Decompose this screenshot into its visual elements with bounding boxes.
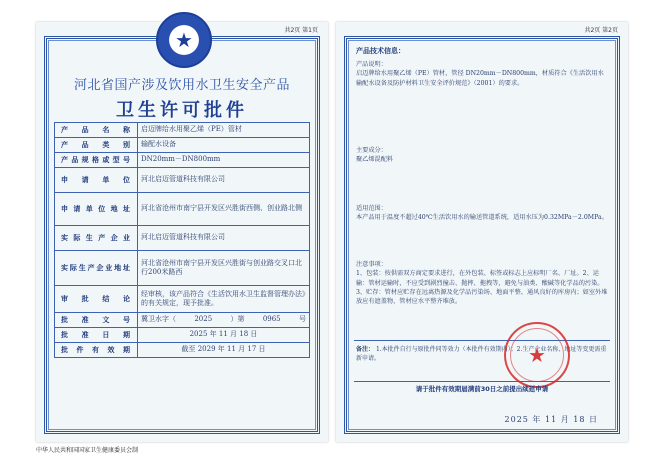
material-section bbox=[356, 146, 608, 165]
approval-mid: ）第 bbox=[230, 315, 245, 324]
section-label: 产品说明： bbox=[356, 61, 387, 68]
approval-year: 2025 bbox=[194, 315, 213, 324]
table-row bbox=[55, 313, 310, 328]
field-label: 批 准 日 期 bbox=[55, 328, 138, 343]
section-text: 本产品用于温度不超过40℃生活饮用水的输送管道系统，适用水压为0.32MPa－2.0MPa。 bbox=[356, 214, 608, 222]
section-text: 启迈牌给水用聚乙烯（PE）管材，管径 DN20mm－DN800mm，材质符合《生活饮用水输配水设备及防护材料卫生安全评价规范》（2001）的要求。 bbox=[356, 70, 604, 87]
field-value-approval-date: 2025 年 11 月 18 日 bbox=[138, 328, 310, 343]
field-value-validity: 截至 2029 年 11 月 17 日 bbox=[138, 343, 310, 358]
field-value-applicant: 河北启迈管道科技有限公司 bbox=[138, 168, 310, 193]
field-value-manufacturer-address: 河北省沧州市南宁县开发区兴胜街与创业路交叉口北行200米路西 bbox=[138, 251, 310, 286]
page-number: 共2页 第1页 bbox=[284, 27, 318, 34]
table-row bbox=[55, 193, 310, 226]
valid-prefix: 截至 bbox=[181, 345, 196, 354]
table-row bbox=[55, 153, 310, 168]
remark-text: 1.本批件自行与原批件同等效力（本批件有效期内）；2.生产企业名称、地址等变更需重新申请。 bbox=[356, 346, 607, 362]
date-day: 18 bbox=[573, 415, 586, 424]
remark-label: 备注： bbox=[356, 346, 375, 353]
approval-no: 0965 bbox=[262, 315, 281, 324]
field-value-manufacturer: 河北启迈管道科技有限公司 bbox=[138, 226, 310, 251]
product-description-section bbox=[356, 60, 608, 88]
scope-section bbox=[356, 204, 608, 223]
field-value-spec: DN20mm－DN800mm bbox=[138, 153, 310, 168]
table-row bbox=[55, 168, 310, 193]
field-value-product-category: 输配水设备 bbox=[138, 138, 310, 153]
date-day: 18 bbox=[239, 330, 249, 339]
document-title: 河北省国产涉及饮用水卫生安全产品 bbox=[73, 78, 290, 93]
field-label: 实际生产企业 bbox=[55, 226, 138, 251]
field-label: 产 品 类 别 bbox=[55, 138, 138, 153]
field-label: 产品规格或型号 bbox=[55, 153, 138, 168]
field-value-approval-number bbox=[138, 313, 310, 328]
caution-section bbox=[356, 260, 608, 306]
table-row bbox=[55, 123, 310, 138]
permit-page-1 bbox=[36, 22, 328, 442]
section-label: 注意事项： bbox=[356, 261, 387, 268]
field-label: 批 件 有 效 期 bbox=[55, 343, 138, 358]
field-label: 产 品 名 称 bbox=[55, 123, 138, 138]
section-label: 主要成分： bbox=[356, 147, 387, 154]
document-subtitle: 卫生许可批件 bbox=[116, 100, 248, 121]
tech-info-heading: 产品技术信息： bbox=[356, 47, 405, 55]
section-text: 1、包装：按供需双方商定要求进行，在外包装、标签或标志上应标明厂名、厂址。2、运输：管材运输时，不应受到剧烈撞击、抛摔、拖拽等，避免与油类、酸碱等化学品的污染。3、贮存：管材应贮存在远离热源及化学品污染场、地面平整、通风良好的库房内；如室外堆放应有遮盖物，管材应水平整齐堆放。 bbox=[356, 270, 608, 306]
issuer-footer: 中华人民共和国国家卫生健康委员会制 bbox=[36, 447, 139, 454]
valid-day: 17 bbox=[247, 345, 257, 354]
field-label: 申请单位地址 bbox=[55, 193, 138, 226]
field-value-applicant-address: 河北省沧州市南宁县开发区兴胜街西侧、创业路北侧 bbox=[138, 193, 310, 226]
issue-date: 2025 年 11 月 18 日 bbox=[504, 415, 598, 424]
approval-suffix: 号 bbox=[298, 315, 306, 324]
red-official-seal-icon: ★ bbox=[504, 322, 570, 388]
section-label: 适用范围： bbox=[356, 205, 387, 212]
date-year: 2025 bbox=[504, 415, 529, 424]
field-label: 实际生产企业地址 bbox=[55, 251, 138, 286]
permit-page-2 bbox=[336, 22, 628, 442]
renewal-notice: 请于批件有效期届满前30日之前提出续延申请 bbox=[415, 385, 549, 393]
date-month: 11 bbox=[544, 415, 558, 424]
date-year: 2025 bbox=[189, 330, 208, 339]
table-row bbox=[55, 286, 310, 313]
remark-box bbox=[354, 340, 610, 382]
table-row bbox=[55, 226, 310, 251]
section-text: 聚乙烯混配料 bbox=[356, 156, 394, 164]
table-row bbox=[55, 138, 310, 153]
field-label: 申 请 单 位 bbox=[55, 168, 138, 193]
table-row bbox=[55, 343, 310, 358]
field-value-conclusion: 经审核，该产品符合《生活饮用水卫生监督管理办法》的有关规定，现予批准。 bbox=[138, 286, 310, 313]
valid-year: 2029 bbox=[197, 345, 216, 354]
table-row bbox=[55, 328, 310, 343]
date-month: 11 bbox=[218, 330, 228, 339]
table-row bbox=[55, 251, 310, 286]
field-label: 审 批 结 论 bbox=[55, 286, 138, 313]
field-label: 批 准 文 号 bbox=[55, 313, 138, 328]
national-emblem-icon: ★ bbox=[156, 12, 212, 68]
field-value-product-name: 启迈牌给水用聚乙烯（PE）管材 bbox=[138, 123, 310, 138]
page-number: 共2页 第2页 bbox=[584, 27, 618, 34]
valid-month: 11 bbox=[226, 345, 236, 354]
approval-prefix: 冀卫水字（ bbox=[141, 315, 176, 324]
permit-info-table bbox=[54, 122, 310, 358]
